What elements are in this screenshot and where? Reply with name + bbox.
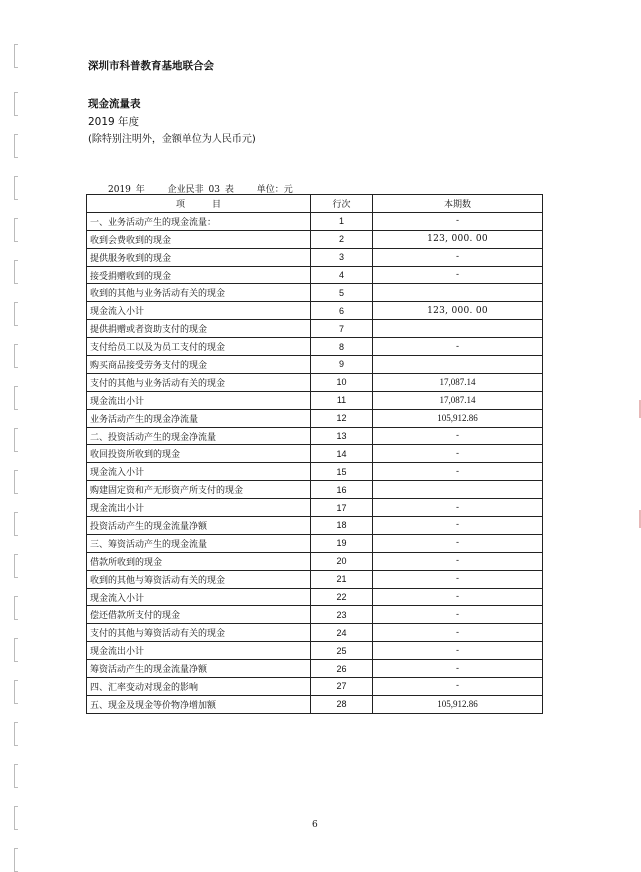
table-row — [87, 230, 543, 248]
binding-mark — [14, 554, 18, 578]
row-item: 接受捐赠收到的现金 — [87, 266, 311, 284]
binding-mark — [14, 680, 18, 704]
row-amount: 105,912.86 — [373, 409, 543, 427]
binding-mark — [14, 386, 18, 410]
table-row — [87, 534, 543, 552]
row-line: 15 — [311, 463, 373, 481]
binding-mark — [14, 722, 18, 746]
table-row — [87, 212, 543, 230]
row-amount: 17,087.14 — [373, 391, 543, 409]
row-item: 收回投资所收到的现金 — [87, 445, 311, 463]
column-header-amount: 本期数 — [373, 195, 543, 213]
row-amount: - — [373, 212, 543, 230]
row-line: 6 — [311, 302, 373, 320]
binding-mark — [14, 428, 18, 452]
table-row — [87, 552, 543, 570]
row-item: 业务活动产生的现金净流量 — [87, 409, 311, 427]
organization-name: 深圳市科普教育基地联合会 — [88, 60, 214, 72]
row-item: 借款所收到的现金 — [87, 552, 311, 570]
column-header-item: 项 目 — [87, 195, 311, 213]
row-amount: - — [373, 570, 543, 588]
scan-edge-mark — [629, 400, 641, 418]
row-item: 收到的其他与筹资活动有关的现金 — [87, 570, 311, 588]
row-amount: 17,087.14 — [373, 373, 543, 391]
table-row — [87, 409, 543, 427]
row-line: 19 — [311, 534, 373, 552]
table-row — [87, 248, 543, 266]
row-amount: 123, 000. 00 — [373, 230, 543, 248]
row-line: 4 — [311, 266, 373, 284]
fiscal-year: 2019 年度 — [88, 116, 140, 128]
row-item: 筹资活动产生的现金流量净额 — [87, 660, 311, 678]
row-line: 25 — [311, 642, 373, 660]
row-amount: - — [373, 660, 543, 678]
row-line: 11 — [311, 391, 373, 409]
binding-mark — [14, 44, 18, 68]
table-row — [87, 660, 543, 678]
row-amount: - — [373, 588, 543, 606]
row-line: 12 — [311, 409, 373, 427]
binding-mark — [14, 806, 18, 830]
row-amount: 105,912.86 — [373, 695, 543, 713]
table-row — [87, 391, 543, 409]
row-line: 26 — [311, 660, 373, 678]
row-line: 23 — [311, 606, 373, 624]
row-line: 9 — [311, 356, 373, 374]
row-item: 现金流入小计 — [87, 588, 311, 606]
row-line: 1 — [311, 212, 373, 230]
binding-mark — [14, 596, 18, 620]
row-line: 18 — [311, 517, 373, 535]
table-row — [87, 284, 543, 302]
row-item: 投资活动产生的现金流量净额 — [87, 517, 311, 535]
row-item: 购建固定资和产无形资产所支付的现金 — [87, 481, 311, 499]
row-amount: - — [373, 534, 543, 552]
table-row — [87, 570, 543, 588]
table-row — [87, 338, 543, 356]
table-row — [87, 356, 543, 374]
row-amount: - — [373, 463, 543, 481]
table-row — [87, 678, 543, 696]
row-line: 24 — [311, 624, 373, 642]
row-item: 现金流入小计 — [87, 463, 311, 481]
statement-title: 现金流量表 — [88, 98, 141, 110]
row-line: 13 — [311, 427, 373, 445]
table-row — [87, 427, 543, 445]
row-amount: - — [373, 517, 543, 535]
binding-mark — [14, 848, 18, 872]
table-row — [87, 320, 543, 338]
row-line: 2 — [311, 230, 373, 248]
row-item: 一、业务活动产生的现金流量： — [87, 212, 311, 230]
binding-mark — [14, 638, 18, 662]
binding-mark — [14, 512, 18, 536]
row-item: 支付的其他与筹资活动有关的现金 — [87, 624, 311, 642]
row-item: 收到的其他与业务活动有关的现金 — [87, 284, 311, 302]
binding-mark — [14, 764, 18, 788]
row-line: 7 — [311, 320, 373, 338]
binding-mark — [14, 260, 18, 284]
row-item: 提供捐赠或者资助支付的现金 — [87, 320, 311, 338]
binding-mark — [14, 470, 18, 494]
table-row — [87, 373, 543, 391]
table-row — [87, 302, 543, 320]
table-row — [87, 481, 543, 499]
row-line: 5 — [311, 284, 373, 302]
row-item: 偿还借款所支付的现金 — [87, 606, 311, 624]
binding-mark — [14, 92, 18, 116]
row-amount — [373, 284, 543, 302]
scan-edge-mark — [629, 510, 641, 528]
currency-note: (除特别注明外，金额单位为人民币元) — [88, 134, 256, 145]
row-item: 支付的其他与业务活动有关的现金 — [87, 373, 311, 391]
row-line: 16 — [311, 481, 373, 499]
row-item: 收到会费收到的现金 — [87, 230, 311, 248]
form-year: 2019 年 — [108, 185, 145, 195]
row-line: 22 — [311, 588, 373, 606]
row-item: 现金流入小计 — [87, 302, 311, 320]
row-amount: - — [373, 552, 543, 570]
binding-mark — [14, 302, 18, 326]
table-row — [87, 588, 543, 606]
row-amount — [373, 320, 543, 338]
row-line: 8 — [311, 338, 373, 356]
row-amount — [373, 356, 543, 374]
row-item: 提供服务收到的现金 — [87, 248, 311, 266]
page-number: 6 — [312, 820, 318, 830]
row-item: 现金流出小计 — [87, 499, 311, 517]
binding-mark — [14, 134, 18, 158]
binding-mark — [14, 176, 18, 200]
row-amount: - — [373, 499, 543, 517]
row-amount: 123, 000. 00 — [373, 302, 543, 320]
row-line: 28 — [311, 695, 373, 713]
table-row — [87, 606, 543, 624]
row-item: 购买商品接受劳务支付的现金 — [87, 356, 311, 374]
row-amount: - — [373, 445, 543, 463]
table-row — [87, 266, 543, 284]
row-line: 3 — [311, 248, 373, 266]
column-header-line: 行次 — [311, 195, 373, 213]
binding-margin — [0, 0, 30, 870]
row-item: 支付给员工以及为员工支付的现金 — [87, 338, 311, 356]
row-amount — [373, 481, 543, 499]
row-amount: - — [373, 338, 543, 356]
row-line: 20 — [311, 552, 373, 570]
row-amount: - — [373, 266, 543, 284]
row-line: 17 — [311, 499, 373, 517]
table-row — [87, 517, 543, 535]
row-item: 现金流出小计 — [87, 642, 311, 660]
row-item: 五、现金及现金等价物净增加额 — [87, 695, 311, 713]
row-item: 现金流出小计 — [87, 391, 311, 409]
row-line: 21 — [311, 570, 373, 588]
row-amount: - — [373, 624, 543, 642]
row-line: 10 — [311, 373, 373, 391]
row-amount: - — [373, 248, 543, 266]
row-item: 三、筹资活动产生的现金流量 — [87, 534, 311, 552]
row-line: 14 — [311, 445, 373, 463]
table-row — [87, 463, 543, 481]
table-row — [87, 445, 543, 463]
row-amount: - — [373, 678, 543, 696]
form-code: 企业民非 03 表 — [167, 185, 234, 195]
row-amount: - — [373, 606, 543, 624]
form-unit: 单位：元 — [256, 185, 293, 195]
table-row — [87, 642, 543, 660]
row-amount: - — [373, 427, 543, 445]
binding-mark — [14, 344, 18, 368]
table-row — [87, 624, 543, 642]
row-amount: - — [373, 642, 543, 660]
table-row — [87, 499, 543, 517]
table-row — [87, 695, 543, 713]
table-header-row — [87, 195, 543, 213]
binding-mark — [14, 218, 18, 242]
row-item: 二、投资活动产生的现金净流量 — [87, 427, 311, 445]
row-line: 27 — [311, 678, 373, 696]
row-item: 四、汇率变动对现金的影响 — [87, 678, 311, 696]
cash-flow-table — [86, 194, 543, 714]
